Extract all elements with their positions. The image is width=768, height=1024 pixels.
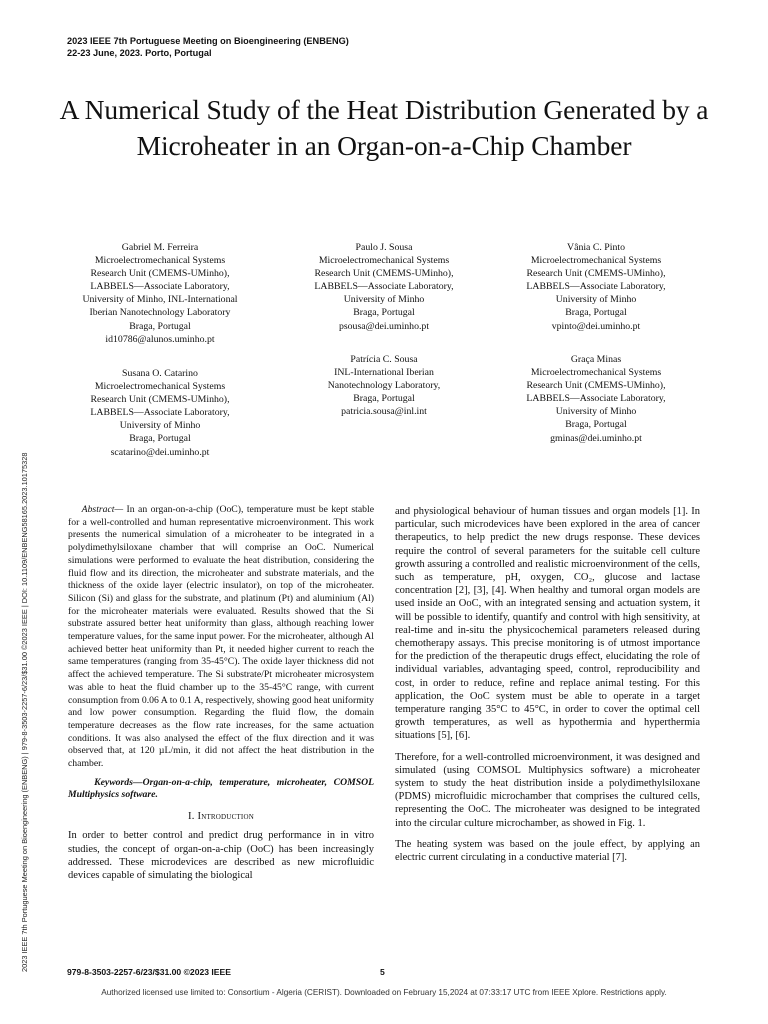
- author-email[interactable]: scatarino@dei.uminho.pt: [110, 446, 210, 458]
- author-name: Paulo J. Sousa: [355, 242, 413, 253]
- paper-title: A Numerical Study of the Heat Distribution Generated by a Microheater in an Organ-on-a-Chip Chamber: [59, 94, 709, 161]
- author-affiliation-line: Braga, Portugal: [353, 393, 415, 405]
- abstract: [68, 504, 374, 771]
- abstract-lead: Abstract—: [81, 504, 124, 515]
- author-affiliation-line: Research Unit (CMEMS-UMinho),: [526, 268, 666, 280]
- footer-isbn: 979-8-3503-2257-6/23/$31.00 ©2023 IEEE: [67, 967, 232, 977]
- author-affiliation-line: Research Unit (CMEMS-UMinho),: [314, 268, 454, 280]
- author-affiliation-line: Microelectromechanical Systems: [530, 255, 662, 267]
- left-column: [68, 504, 374, 890]
- author-affiliation-line: LABBELS—Associate Laboratory,: [526, 281, 666, 293]
- author-affiliation-line: LABBELS—Associate Laboratory,: [526, 393, 666, 405]
- author-block-minas: [496, 353, 696, 445]
- author-affiliation-line: Nanotechnology Laboratory,: [327, 380, 441, 392]
- author-email[interactable]: id10786@alunos.uminho.pt: [105, 333, 215, 345]
- author-email[interactable]: psousa@dei.uminho.pt: [338, 320, 430, 332]
- author-affiliation-line: University of Minho: [555, 294, 637, 306]
- author-email[interactable]: gminas@dei.uminho.pt: [550, 432, 642, 444]
- right-column: [395, 505, 700, 872]
- intro-paragraph-1: In order to better control and predict drug performance in in vitro studies, the concept of organ-on-a-chip (OoC) has been increasingly addressed. These microdevices are described as new microfluidic devices capable of simulating the biological: [68, 830, 374, 881]
- author-affiliation-line: Braga, Portugal: [353, 307, 415, 319]
- author-block-pinto: [496, 241, 696, 333]
- author-name: Vânia C. Pinto: [567, 242, 625, 253]
- author-affiliation-line: Research Unit (CMEMS-UMinho),: [526, 380, 666, 392]
- author-name: Gabriel M. Ferreira: [121, 242, 199, 253]
- page-number: 5: [380, 967, 385, 977]
- conference-date-place: 22-23 June, 2023. Porto, Portugal: [67, 48, 212, 58]
- author-affiliation-line: Microelectromechanical Systems: [318, 255, 450, 267]
- author-affiliation-line: Braga, Portugal: [565, 419, 627, 431]
- author-affiliation-line: Iberian Nanotechnology Laboratory: [89, 307, 231, 319]
- author-name: Patrícia C. Sousa: [350, 354, 418, 365]
- doi-sidebar: 2023 IEEE 7th Portuguese Meeting on Bioengineering (ENBENG) | 979-8-3503-2257-6/23/$31.00 ©2023 IEEE | DOI: 10.1109/ENBENG58165.2023.10175328: [20, 452, 29, 972]
- author-affiliation-line: Microelectromechanical Systems: [94, 381, 226, 393]
- conference-header: [67, 35, 349, 59]
- author-affiliation-line: Microelectromechanical Systems: [94, 255, 226, 267]
- author-email[interactable]: vpinto@dei.uminho.pt: [551, 320, 641, 332]
- conference-name: 2023 IEEE 7th Portuguese Meeting on Bioengineering (ENBENG): [67, 36, 349, 46]
- author-affiliation-line: University of Minho: [555, 406, 637, 418]
- author-affiliation-line: Braga, Portugal: [129, 320, 191, 332]
- section-heading-introduction: I. Introduction: [188, 811, 254, 823]
- author-affiliation-line: LABBELS—Associate Laboratory,: [90, 281, 230, 293]
- author-block-catarino: [60, 367, 260, 459]
- author-affiliation-line: Braga, Portugal: [565, 307, 627, 319]
- author-affiliation-line: University of Minho, INL-International: [82, 294, 238, 306]
- author-affiliation-line: LABBELS—Associate Laboratory,: [90, 407, 230, 419]
- author-affiliation-line: LABBELS—Associate Laboratory,: [314, 281, 454, 293]
- author-block-pc-sousa: [284, 353, 484, 418]
- author-name: Susana O. Catarino: [122, 368, 198, 379]
- author-block-p-sousa: [284, 241, 484, 333]
- author-affiliation-line: INL-International Iberian: [334, 367, 434, 379]
- author-email[interactable]: patricia.sousa@inl.int: [341, 406, 427, 418]
- abstract-text: In an organ-on-a-chip (OoC), temperature must be kept stable for a well-controlled and human representative microenvironment. This work presents the numerical simulation of a microheater to be integrated in a polydimethylsiloxane chamber that will comprise an OoC. Numerical simulations were performed to evaluate the heat distribution, considering the fluid flow and its direction, the microheater and substrate materials, and the thickness of the oxide layer (electric insulator), on top of the microheater. Silicon (Si) and glass for the substrate, and platinum (Pt) and aluminium (Al) for the microheater materials were evaluated. Results showed that the Si substrate assured better heat uniformity than glass, although reaching lower temperature values, for the same input power. For the microheater, although Al achieved better heat uniformity than Pt, it needed higher current to reach the same temperatures (ranging from 35-45°C). The oxide layer thickness did not affect the achieved temperature. The Si substrate/Pt microheater microsystem was able to heat the fluid chamber up to the 35-45°C range, with current consumption from 0.06 A to 0.1 A, respectively, showing good heat uniformity and low power consumption. Regarding the fluid flow, the domain temperature decreases as the flow rate increases, for the same actuation conditions. It was also analysed the effect of the flux direction and it was observed that, at 120 µL/min, it did not affect the heat distribution in the chamber.: [68, 504, 375, 770]
- author-affiliation-line: Research Unit (CMEMS-UMinho),: [90, 394, 230, 406]
- author-affiliation-line: Braga, Portugal: [129, 433, 191, 445]
- intro-paragraph-3: Therefore, for a well-controlled microenvironment, it was designed and simulated (using COMSOL Multiphysics software) a microheater system to study the heat distribution inside a polydimethylsiloxane (PDMS) microfluidic microchamber that comprises the cultured cells, representing the OoC. The microheater was designed to be integrated into the circular culture microchamber, as showed in Fig. 1.: [395, 751, 700, 829]
- intro-paragraph-4: The heating system was based on the joule effect, by applying an electric current circulating in a conductive material [7].: [395, 838, 700, 864]
- license-notice: Authorized licensed use limited to: Consortium - Algeria (CERIST). Downloaded on February 15,2024 at 07:33:17 UTC from IEEE Xplore. Restrictions apply.: [101, 988, 667, 997]
- author-affiliation-line: University of Minho: [119, 420, 201, 432]
- author-block-ferreira: [60, 241, 260, 346]
- author-affiliation-line: University of Minho: [343, 294, 425, 306]
- intro-paragraph-2: and physiological behaviour of human tissues and organ models [1]. In particular, such microdevices have been explored in the area of cancer therapeutics, to help predict the new drugs response. These devices require the control of several parameters for the suitable cell culture growth assuring a controlled and realistic microenvironment of the cells, such as temperature, pH, oxygen, CO₂, glucose and lactase concentration [2], [3], [4]. When healthy and tumoral organ models are used inside an OoC, with an integrated sensing and actuation system, it will be possible to identify, quantify and control with high sensitivity, at real-time and in-situ the physicochemical parameters released during chemotherapy assays. This precise monitoring is of utmost importance for the prediction of the therapeutic drugs effect, elucidating the role of individual variables, advantaging speed, control, reproducibility and cost, in order to reduce, refine and replace animal testing. For this application, the OoC system must be able to operate in a target temperature ranging 35°C to 45°C, in order to cover the optimal cell growth temperatures, as well as hypothermia and hyperthermia situations [5], [6].: [395, 506, 700, 742]
- author-name: Graça Minas: [570, 354, 622, 365]
- author-affiliation-line: Microelectromechanical Systems: [530, 367, 662, 379]
- author-affiliation-line: Research Unit (CMEMS-UMinho),: [90, 268, 230, 280]
- keywords: Keywords—Organ-on-a-chip, temperature, microheater, COMSOL Multiphysics software.: [68, 776, 374, 801]
